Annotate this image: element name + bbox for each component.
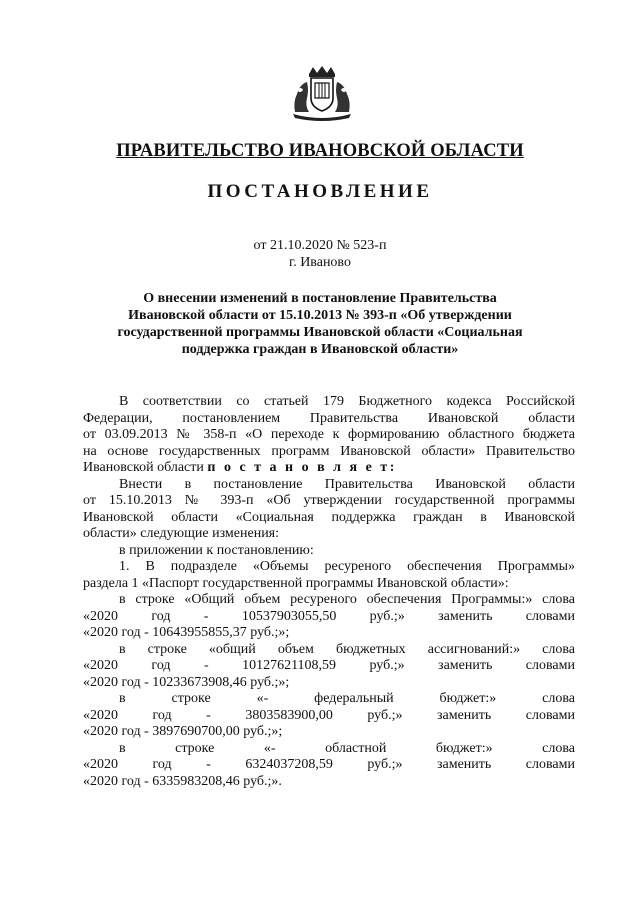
body-line: от 03.09.2013 № 358-п «О переходе к формированию областного бюджета: [83, 427, 575, 442]
body-line: 1. В подразделе «Объемы ресуреного обеспечения Программы»: [119, 559, 575, 574]
body-line: В соответствии со статьей 179 Бюджетного кодекса Российской: [119, 394, 575, 409]
body-line: в строке «- федеральный бюджет:» слова: [119, 691, 575, 706]
body-line: [83, 460, 575, 477]
body-line: «2020 год - 10643955855,37 руб.;»;: [83, 625, 290, 640]
document-type: ПОСТАНОВЛЕНИЕ: [207, 181, 433, 202]
body-line: «2020 год - 3897690700,00 руб.;»;: [83, 724, 283, 739]
body-line: Внести в постановление Правительства Ивановской области: [119, 476, 575, 492]
subject-line: О внесении изменений в постановление Правительства: [143, 291, 497, 306]
body-line: в строке «Общий объем ресуреного обеспечения Программы:» слова: [119, 592, 575, 607]
subject-line: государственной программы Ивановской области «Социальная: [117, 325, 523, 340]
body-line: в приложении к постановлению:: [119, 542, 314, 558]
subject-line: Ивановской области от 15.10.2013 № 393-п «Об утверждении: [128, 308, 512, 323]
body-line: «2020 год - 10127621108,59 руб.;» заменить словами: [83, 658, 575, 673]
date-block: [60, 237, 580, 271]
body-line: «2020 год - 10537903055,50 руб.;» заменить словами: [83, 608, 575, 624]
body-line: от 15.10.2013 № 393-п «Об утверждении государственной программы: [83, 493, 575, 508]
coat-of-arms-icon: [287, 64, 357, 124]
body-line: «2020 год - 6335983208,46 руб.;».: [83, 773, 282, 789]
resolves-keyword: п о с т а н о в л я е т: [207, 460, 390, 475]
date-number: от 21.10.2020 № 523-п: [253, 238, 387, 253]
body-text: :: [389, 460, 397, 475]
organization-title: ПРАВИТЕЛЬСТВО ИВАНОВСКОЙ ОБЛАСТИ: [116, 141, 524, 161]
document-body: [83, 394, 575, 790]
body-line: «2020 год - 6324037208,59 руб.;» заменить словами: [83, 757, 575, 772]
body-line: на основе государственных программ Ивановской области» Правительство: [83, 443, 575, 459]
body-line: Ивановской области «Социальная поддержка граждан в Ивановской: [83, 509, 575, 525]
body-line: области» следующие изменения:: [83, 526, 280, 541]
body-line: раздела 1 «Паспорт государственной программы Ивановской области»:: [83, 575, 509, 591]
subject-line: поддержка граждан в Ивановской области»: [181, 342, 459, 357]
body-line: Федерации, постановлением Правительства Ивановской области: [83, 410, 575, 426]
document-subject: [80, 290, 560, 358]
body-line: в строке «- областной бюджет:» слова: [119, 740, 575, 756]
body-line: в строке «общий объем бюджетных ассигнований:» слова: [119, 641, 575, 657]
body-line: «2020 год - 3803583900,00 руб.;» заменить словами: [83, 707, 575, 723]
body-text: Ивановской области: [83, 460, 208, 475]
body-line: «2020 год - 10233673908,46 руб.;»;: [83, 674, 290, 690]
city: г. Иваново: [289, 255, 351, 270]
